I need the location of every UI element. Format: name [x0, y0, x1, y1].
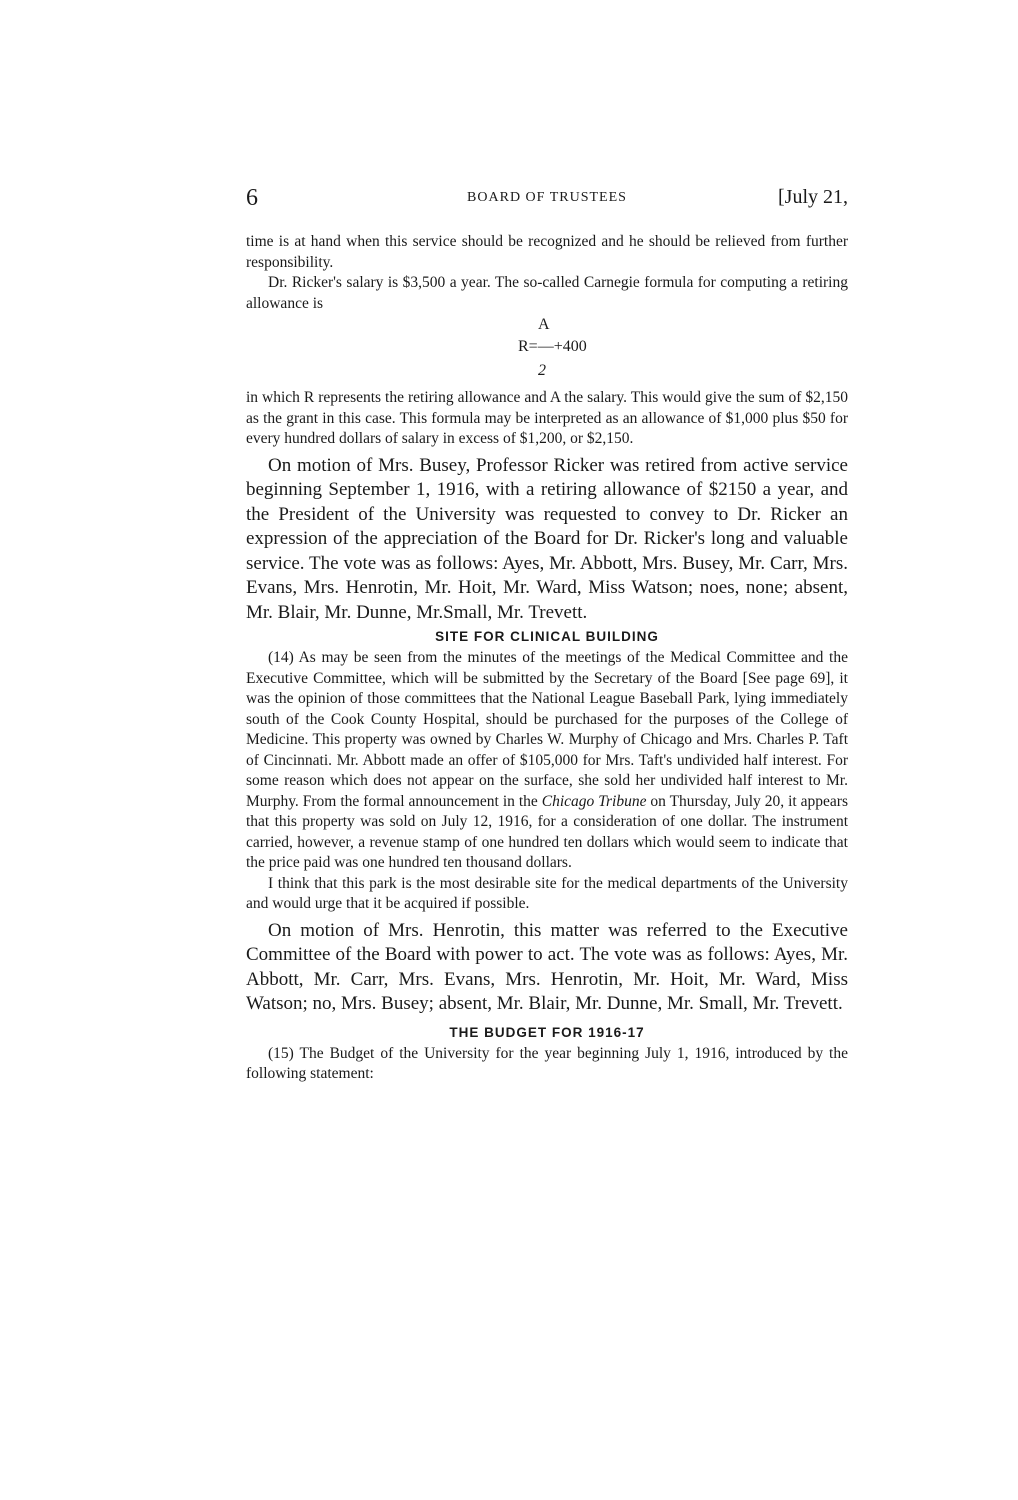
running-title: BOARD OF TRUSTEES	[467, 190, 627, 205]
motion-busey: On motion of Mrs. Busey, Professor Ricker was retired from active service beginning September 1, 1916, with a retiring allowance of $2150 a year, and the President of the University was requested to convey to Dr. Ricker an expression of the appreciation of the Board for Dr. Ricker's long and valuable service. The vote was as follows: Ayes, Mr. Abbott, Mrs. Busey, Mr. Carr, Mrs. Evans, Mrs. Henrotin, Mr. Hoit, Mr. Ward, Miss Watson; noes, none; absent, Mr. Blair, Mr. Dunne, Mr.Small, Mr. Trevett.	[246, 454, 848, 623]
paragraph-14-recommendation: I think that this park is the most desirable site for the medical departments of the University and would urge that it be acquired if possible.	[246, 874, 848, 912]
paragraph-14: (14) As may be seen from the minutes of the meetings of the Medical Committee and the Executive Committee, which will be submitted by the Secretary of the Board [See page 69], it was the opinion of those committees that the National League Baseball Park, lying immediately south of the Cook County Hospital, should be purchased for the purposes of the College of Medicine. This property was owned by Charles W. Murphy of Chicago and Mrs. Charles P. Taft of Cincinnati. Mr. Abbott made an offer of $105,000 for Mrs. Taft's undivided half interest. For some reason which does not appear on the surface, she sold her undivided half interest to Mr. Murphy. From the formal announcement in the Chicago Tribune on Thursday, July 20, it appears that this property was sold on July 12, 1916, for a consideration of one dollar. The instrument carried, however, a revenue stamp of one hundred ten dollars which would seem to indicate that the price paid was one hundred ten thousand dollars.	[246, 649, 848, 871]
paragraph-formula-explanation: in which R represents the retiring allowance and A the salary. This would give the sum of $2,150 as the grant in this case. This formula may be interpreted as an allowance of $1,000 plus $50 for every hundred dollars of salary in excess of $1,200, or $2,150.	[246, 389, 848, 447]
body-text	[246, 232, 848, 1085]
newspaper-title: Chicago Tribune	[541, 792, 647, 810]
paragraph-service: time is at hand when this service should be recognized and he should be relieved from further responsibility.	[246, 233, 848, 271]
formula-denominator: 2	[538, 362, 546, 379]
formula-numerator: A	[538, 316, 550, 333]
page-number: 6	[246, 185, 258, 211]
header-date: [July 21,	[778, 186, 848, 208]
formula-expression: R=—+400	[518, 338, 587, 355]
paragraph-salary: Dr. Ricker's salary is $3,500 a year. The so-called Carnegie formula for computing a retiring allowance is	[246, 274, 848, 312]
paragraph-15: (15) The Budget of the University for the year beginning July 1, 1916, introduced by the following statement:	[246, 1044, 848, 1082]
page-header	[246, 185, 848, 215]
section-heading-clinical-building: SITE FOR CLINICAL BUILDING	[435, 629, 659, 644]
section-heading-budget: THE BUDGET FOR 1916-17	[449, 1024, 645, 1040]
motion-henrotin: On motion of Mrs. Henrotin, this matter was referred to the Executive Committee of the Board with power to act. The vote was as follows: Ayes, Mr. Abbott, Mr. Carr, Mrs. Evans, Mrs. Henrotin, Mr. Hoit, Mr. Ward, Miss Watson; no, Mrs. Busey; absent, Mr. Blair, Mr. Dunne, Mr. Small, Mr. Trevett.	[246, 919, 848, 1014]
carnegie-formula	[246, 314, 848, 388]
